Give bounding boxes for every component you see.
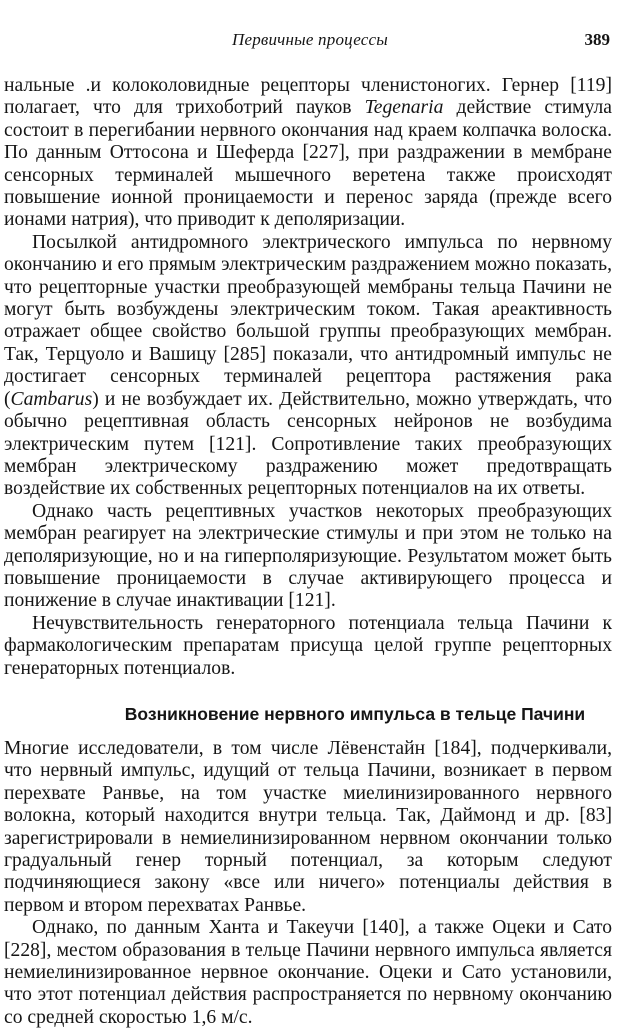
running-title: Первичные процессы bbox=[231, 30, 388, 49]
latin-taxon-name: Cambarus bbox=[10, 388, 93, 410]
paragraph-3: Однако часть рецептивных участков некоторых преобразующих мембран реагирует на электрические стимулы и при этом не только на деполяризующие, но и на гиперполяризующие. Результатом может быть повышение проницаемости в случае активирующего процесса и понижение в случае инактивации [121]. bbox=[4, 500, 612, 612]
section-heading: Возникновение нервного импульса в тельце Пачини bbox=[124, 704, 586, 724]
section-paragraph-1: Многие исследователи, в том числе Лёвенстайн [184], подчеркивали, что нервный импульс, идущий от тельца Пачини, возникает в первом перехвате Ранвье, на том участке миелинизированного нервного волокна, который находится внутри тельца. Так, Даймонд и др. [83] зарегистрировали в немиелинизированном нервном окончании только градуальный генер торный потенциал, за которым следуют подчиняющиеся закону «все или ничего» потенциалы действия в первом и втором перехватах Ранвье. bbox=[4, 738, 612, 916]
section-paragraph-2: Однако, по данным Ханта и Такеучи [140], а также Оцеки и Сато [228], местом образования в тельце Пачини нервного импульса является немиелинизированное нервное окончание. Оцеки и Сато установили, что этот потенциал действия распространяется по нервному окончанию со средней скоростью 1,6 м/с. bbox=[4, 917, 612, 1028]
body-text-lower bbox=[4, 738, 612, 1029]
paragraph-2: Посылкой антидромного электрического импульса по нервному окончанию и его прямым электрическим раздражением можно показать, что рецепторные участки преобразующей мембраны тельца Пачини не могут быть возбуждены электрическим током. Такая ареактивность отражает общее свойство большой группы преобразующих мембран. Так, Терцуоло и Вашицу [285] показали, что антидромный импульс не достигает сенсорных терминалей рецептора растяжения рака (Cambarus) и не возбуждает их. Действительно, можно утверждать, что обычно рецептивная область сенсорных нейронов не возбудима электрическим путем [121]. Сопротивление таких преобразующих мембран электрическому раздражению может предотвращать воздействие их собственных рецепторных потенциалов на их ответы. bbox=[4, 231, 612, 500]
running-head bbox=[0, 30, 620, 56]
latin-taxon-name: Tegenaria bbox=[364, 97, 444, 119]
paragraph-4: Нечувствительность генераторного потенциала тельца Пачини к фармакологическим препаратам присуща целой группе рецепторных генераторных потенциалов. bbox=[4, 612, 612, 679]
body-text-upper bbox=[4, 75, 612, 680]
paragraph-1: нальные .и колоколовидные рецепторы членистоногих. Гернер [119] полагает, что для трихоботрий пауков Tegenaria действие стимула состоит в перегибании нервного окончания над краем колпачка волоска. По данным Оттосона и Шеферда [227], при раздражении в мембране сенсорных терминалей мышечного веретена также происходят повышение ионной проницаемости и перенос заряда (прежде всего ионами натрия), что приводит к деполяризации. bbox=[4, 75, 612, 231]
page-number: 389 bbox=[584, 30, 610, 49]
